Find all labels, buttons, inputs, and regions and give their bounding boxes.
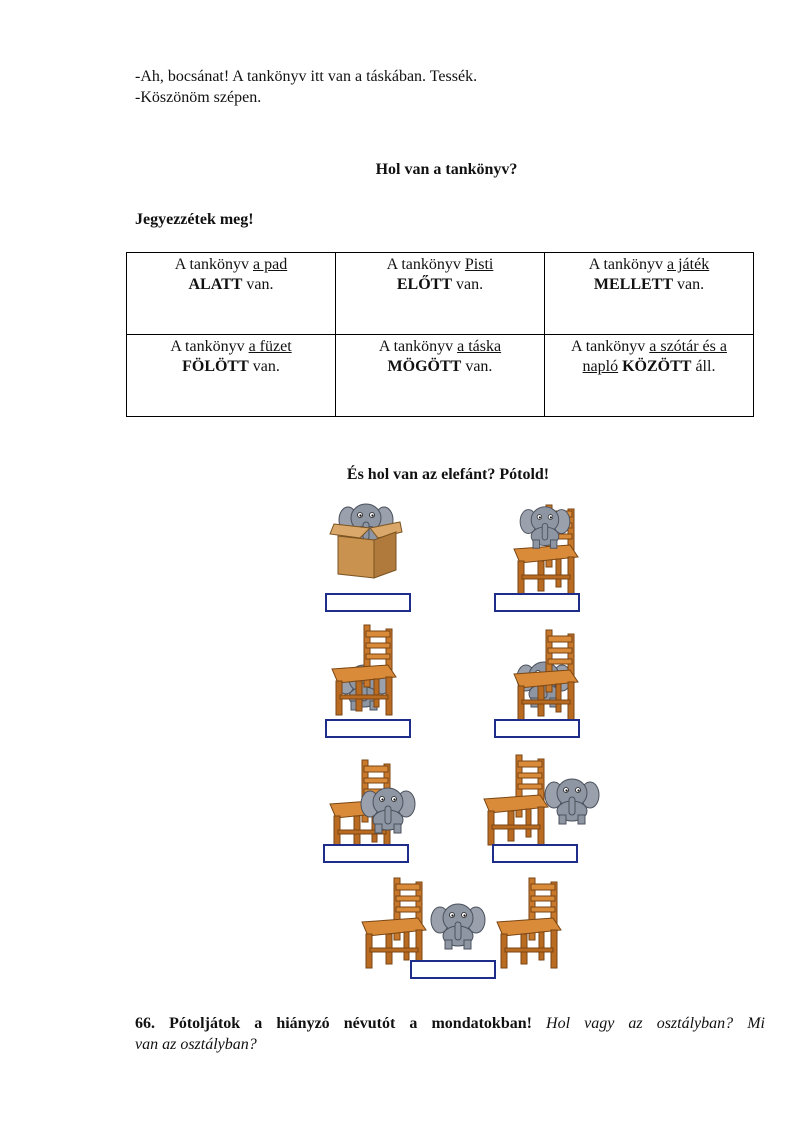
answer-box-7[interactable] [410,960,496,979]
answer-box-4[interactable] [494,719,580,738]
task-66-line-1 [135,1013,765,1034]
dialogue-line-2: -Köszönöm szépen. [135,89,262,106]
elephant-in-box-picture [330,502,402,580]
answer-box-6[interactable] [492,844,578,863]
answer-box-1[interactable] [325,593,411,612]
dialogue-line-1: -Ah, bocsánat! A tankönyv itt van a táskában. Tessék. [135,68,478,85]
elephant-behind-chair-picture [510,630,582,720]
elephant-on-chair-picture [510,505,582,595]
section-title: Hol van a tankönyv? [375,161,518,178]
table-cell: A tankönyv a szótár és a napló KÖZÖTT áll. [545,335,754,417]
postposition-table [126,252,754,417]
elephant-in-front-of-chair-picture [326,760,416,840]
table-cell: A tankönyv a füzet FÖLÖTT van. [127,335,336,417]
task-66-instruction: 66. Pótoljátok a hiányzó névutót a mondatokban! [135,1015,532,1032]
elephant-under-chair-picture [328,625,400,715]
table-cell: A tankönyv a táska MÖGÖTT van. [336,335,545,417]
answer-box-3[interactable] [325,719,411,738]
elephant-next-to-chair-picture [480,755,595,835]
note-title: Jegyezzétek meg! [135,211,254,228]
answer-box-2[interactable] [494,593,580,612]
table-cell: A tankönyv a játék MELLETT van. [545,253,754,335]
table-cell: A tankönyv Pisti ELŐTT van. [336,253,545,335]
exercise-title: És hol van az elefánt? Pótold! [346,466,550,483]
answer-box-5[interactable] [323,844,409,863]
task-66-question: Hol vagy az osztályban? Mi [546,1015,765,1032]
table-cell: A tankönyv a pad ALATT van. [127,253,336,335]
elephant-between-chairs-picture [358,878,563,958]
task-66-line-2: van az osztályban? [135,1036,257,1053]
